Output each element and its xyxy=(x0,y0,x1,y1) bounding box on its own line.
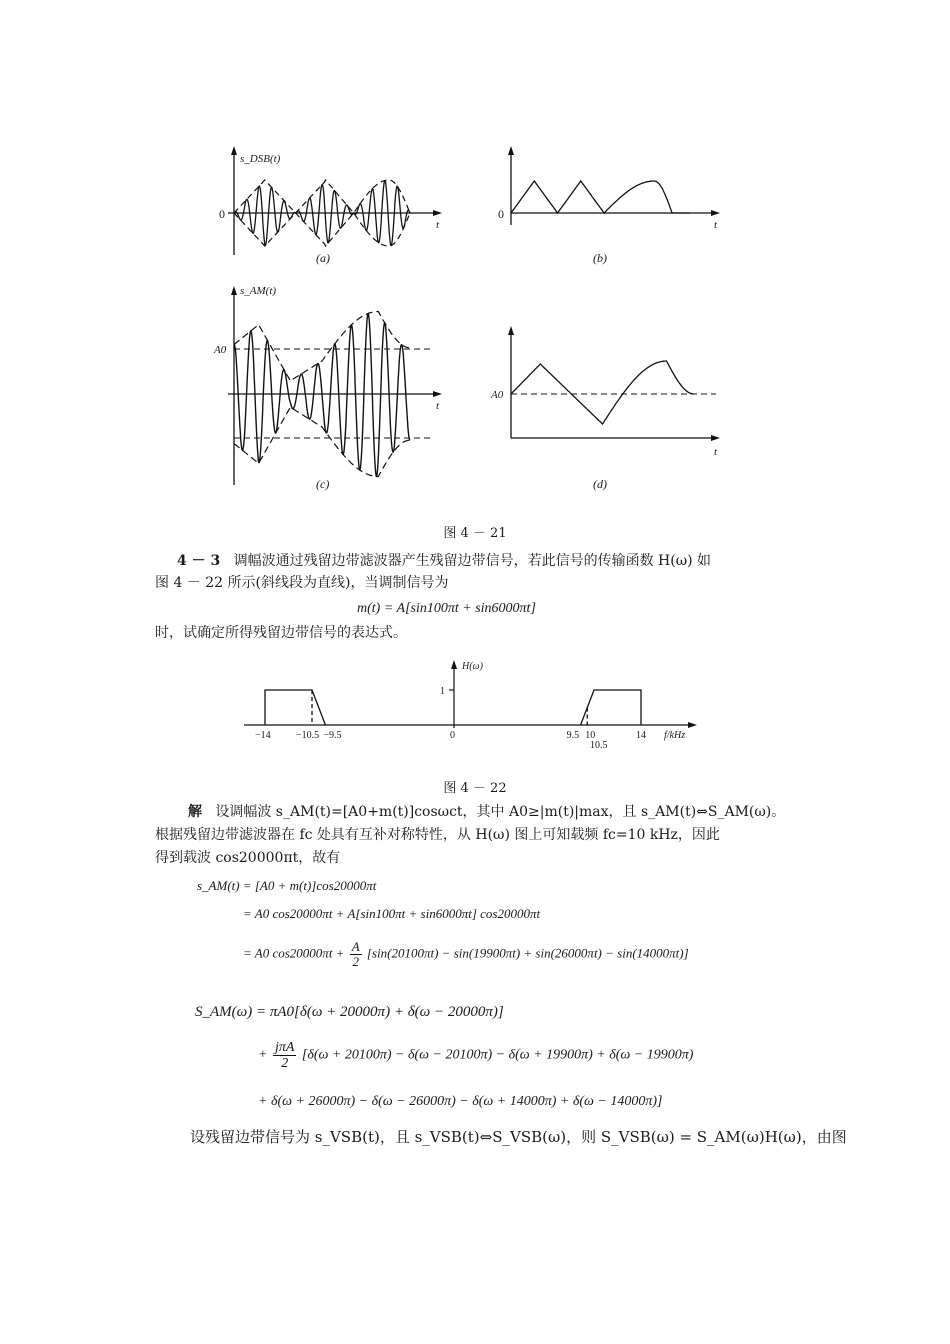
eq-sam-3-a: = A0 cos20000πt + xyxy=(243,945,345,961)
solution-line-1 xyxy=(188,801,785,823)
eq-sam-2: = A0 cos20000πt + A[sin100πt + sin6000πt] cos20000πt xyxy=(243,906,541,921)
frac-den: 2 xyxy=(352,954,359,969)
panel-c-ylabel: s_AM(t) xyxy=(240,285,277,297)
eq-sam-1: s_AM(t) = [A0 + m(t)]cos20000πt xyxy=(197,878,377,893)
panel-a-label: (a) xyxy=(316,251,330,265)
frac-num: jπA xyxy=(274,1040,295,1055)
eq-S-2-plus: + xyxy=(258,1047,268,1063)
problem-line-3: 时，试确定所得残留边带信号的表达式。 xyxy=(155,625,407,641)
frac-den: 2 xyxy=(281,1056,289,1071)
problem-line-2: 图 4 － 22 所示(斜线段为直线)，当调制信号为 xyxy=(155,575,449,591)
eq-S-2 xyxy=(258,1040,693,1071)
h-omega-label: H(ω) xyxy=(462,661,483,672)
y-tick-1: 1 xyxy=(440,686,445,697)
solution-line-3: 得到载波 cos20000πt，故有 xyxy=(155,850,341,866)
solution-text-1: 设调幅波 s_AM(t)=[A0+m(t)]cosωct，其中 A0≥|m(t)|max，且 s_AM(t)⇔S_AM(ω)。 xyxy=(215,804,786,820)
panel-d-xlabel: t xyxy=(714,446,718,458)
panel-c-label: (c) xyxy=(316,477,330,491)
panel-c-xlabel: t xyxy=(436,400,440,412)
panel-a-xlabel: t xyxy=(436,219,440,231)
x-axis-label: f/kHz xyxy=(664,730,686,741)
x-tick-label: −10.5 xyxy=(296,730,320,741)
x-tick-label: −9.5 xyxy=(323,730,342,741)
panel-d-a0: A0 xyxy=(491,389,504,401)
eq-S-2-frac xyxy=(273,1040,296,1071)
eq-sam-3-b: [sin(20100πt) − sin(19900πt) + sin(26000πt) − sin(14000πt)] xyxy=(366,945,689,961)
panel-b-xlabel: t xyxy=(714,219,718,231)
x-tick-label: 14 xyxy=(636,730,646,741)
eq-S-2-body: [δ(ω + 20100π) − δ(ω − 20100π) − δ(ω + 19900π) + δ(ω − 19900π) xyxy=(301,1047,694,1063)
problem-number: 4 － 3 xyxy=(177,553,221,569)
x-tick-label: 9.5 xyxy=(566,730,580,741)
eq-S-3: + δ(ω + 26000π) − δ(ω − 26000π) − δ(ω + 14000π) + δ(ω − 14000π)] xyxy=(258,1094,663,1109)
x-tick-label: 10 xyxy=(585,730,596,741)
problem-equation: m(t) = A[sin100πt + sin6000πt] xyxy=(357,601,536,616)
problem-text-1: 调幅波通过残留边带滤波器产生残留边带信号，若此信号的传输函数 H(ω) 如 xyxy=(233,553,712,569)
panel-d-label: (d) xyxy=(593,477,607,491)
eq-sam-3 xyxy=(243,940,689,969)
solution-last-line: 设残留边带信号为 s_VSB(t)，且 s_VSB(t)⇔S_VSB(ω)，则 S_VSB(ω) = S_AM(ω)H(ω)，由图 xyxy=(190,1128,847,1146)
eq-sam-3-frac xyxy=(350,940,362,969)
panel-b-label: (b) xyxy=(593,251,607,265)
figure-4-22-caption: 图 4 － 22 xyxy=(443,781,507,796)
solution-head: 解 xyxy=(188,804,202,820)
panel-a-origin: 0 xyxy=(219,207,225,221)
panel-a-ylabel: s_DSB(t) xyxy=(240,153,281,165)
x-tick-label: 0 xyxy=(450,730,455,741)
panel-b-origin: 0 xyxy=(498,207,504,221)
frac-num: A xyxy=(351,939,360,954)
figure-4-21-caption: 图 4 － 21 xyxy=(443,526,507,541)
h-omega-negative-band xyxy=(265,690,325,725)
eq-S-1: S_AM(ω) = πA0[δ(ω + 20000π) + δ(ω − 20000π)] xyxy=(195,1004,504,1020)
panel-c-a0: A0 xyxy=(214,344,227,356)
x-tick-label: 10.5 xyxy=(590,740,608,751)
h-omega-positive-band xyxy=(581,690,641,725)
solution-line-2: 根据残留边带滤波器在 fc 处具有互补对称特性，从 H(ω) 图上可知载频 fc=10 kHz，因此 xyxy=(155,827,720,843)
x-tick-label: −14 xyxy=(255,730,271,741)
